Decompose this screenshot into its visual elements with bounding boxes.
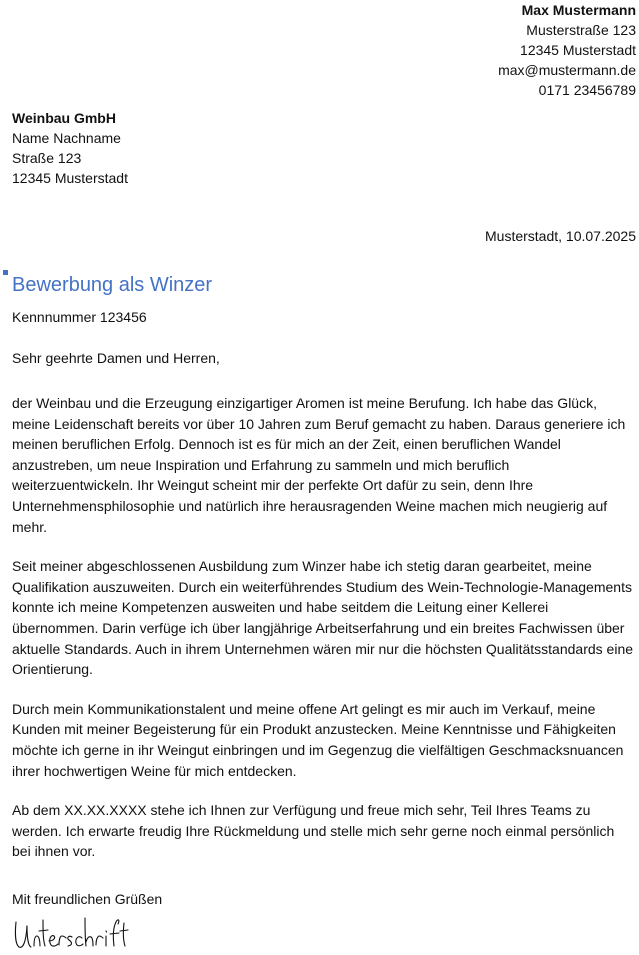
reference-number: Kennnummer 123456 [12, 309, 147, 325]
closing-phrase: Mit freundlichen Grüßen [12, 891, 163, 907]
letter-date: Musterstadt, 10.07.2025 [485, 228, 636, 244]
heading-marker [3, 270, 8, 275]
recipient-city: 12345 Musterstadt [12, 170, 128, 186]
sender-street: Musterstraße 123 [526, 22, 636, 38]
letter-subject: Bewerbung als Winzer [12, 274, 213, 296]
recipient-company: Weinbau GmbH [12, 110, 116, 126]
sender-phone: 0171 23456789 [538, 82, 636, 98]
recipient-address [12, 108, 128, 188]
signature-image [12, 914, 130, 954]
sender-name: Max Mustermann [521, 2, 636, 18]
body-paragraph: Ab dem XX.XX.XXXX stehe ich Ihnen zur Verfügung und freue mich sehr, Teil Ihres Teams zu werden. Ich erwarte freudig Ihre Rückmeldung und stelle mich sehr gerne noch einmal persönlich bei ihnen vor. [12, 802, 615, 860]
body-paragraph: Durch mein Kommunikationstalent und meine offene Art gelingt es mir auch im Verkauf, meine Kunden mit meiner Begeisterung für ein Produkt anzustecken. Meine Kenntnisse und Fähigkeiten möchte ich gerne in ihr Weingut einbringen und im Gegenzug die vielfältigen Geschmacksnuancen ihrer hochwertigen Weine für mich entdecken. [12, 700, 624, 779]
sender-city: 12345 Musterstadt [520, 42, 636, 58]
sender-address [498, 0, 636, 100]
recipient-contact: Name Nachname [12, 130, 121, 146]
body-paragraph: der Weinbau und die Erzeugung einzigartiger Aromen ist meine Berufung. Ich habe das Glück, meine Leidenschaft bereits vor über 10 Jahren zum Beruf gemacht zu haben. Daraus generiere ich meinen beruflichen Erfolg. Dennoch ist es für mich an der Zeit, einen beruflichen Wandel anzustreben, um neue Inspiration und Erfahrung zu sammeln und mich beruflich weiterzuentwickeln. Ihr Weingut scheint mir der perfekte Ort dafür zu sein, denn Ihre Unternehmensphilosophie und natürlich ihre herausragenden Weine machen mich neugierig auf mehr. [12, 395, 626, 535]
body-paragraph: Seit meiner abgeschlossenen Ausbildung zum Winzer habe ich stetig daran gearbeitet, meine Qualifikation auszuweiten. Durch ein weiterführendes Studium des Wein-Technologie-Managements konnte ich meine Kompetenzen ausweiten und habe seitdem die Leitung einer Kellerei übernommen. Darin verfüge ich über langjährige Arbeitserfahrung und ein breites Fachwissen über aktuelle Standards. Auch in ihrem Unternehmen wären mir nur die höchsten Qualitätsstandards eine Orientierung. [12, 558, 634, 678]
salutation: Sehr geehrte Damen und Herren, [12, 350, 220, 366]
letter-body [12, 393, 634, 881]
recipient-street: Straße 123 [12, 150, 82, 166]
sender-email: max@mustermann.de [498, 62, 636, 78]
